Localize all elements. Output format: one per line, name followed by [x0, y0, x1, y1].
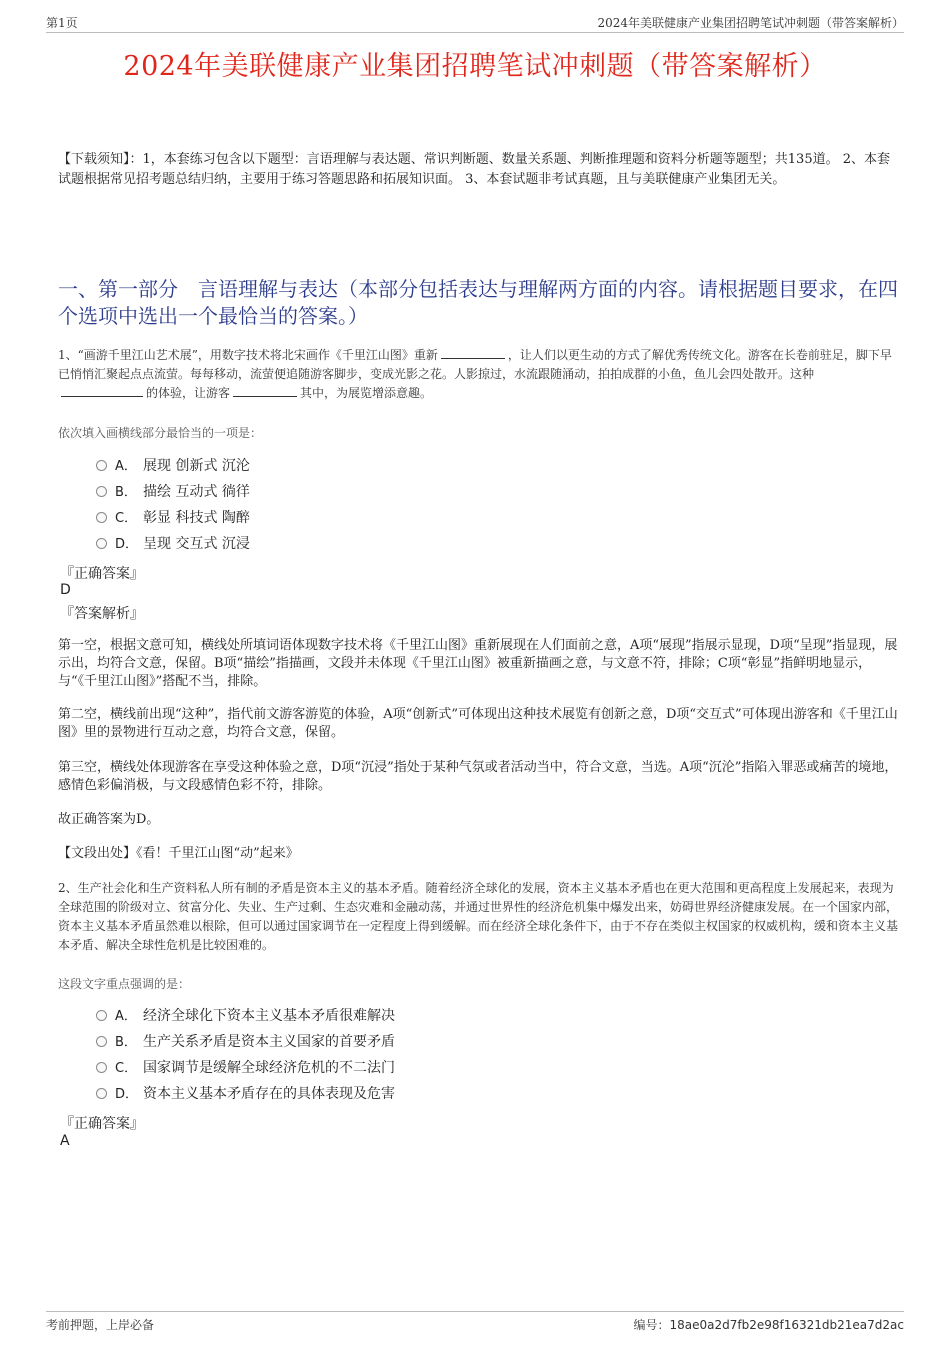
- analysis-conclusion: 故正确答案为D。: [58, 812, 160, 827]
- question-1-text: [58, 346, 898, 403]
- q1-text-part-a: 1、“画游千里江山艺术展”，用数字技术将北宋画作《千里江山图》重新: [58, 348, 438, 362]
- section-heading: 一、第一部分 言语理解与表达（本部分包括表达与理解两方面的内容。请根据题目要求，在四个选项中选出一个最恰当的答案。）: [58, 277, 898, 328]
- analysis-paragraph-1: 第一空，根据文意可知，横线处所填词语体现数字技术将《千里江山图》重新展现在人们面前之意，A项“展现”指展示显现，D项“呈现”指显现，展示出，均符合文意，保留。B项“描绘”指描画，文段并未体现《千里江山图》被重新描画之意，与文意不符，排除；C项“彰显”指鲜明地显示，与“《千里江山图》”搭配不当，排除。: [58, 638, 898, 689]
- radio-icon[interactable]: [96, 1062, 107, 1073]
- correct-answer: A: [60, 1133, 70, 1149]
- footer-code: 编号：18ae0a2d7fb2e98f16321db21ea7d2ac: [633, 1318, 904, 1332]
- radio-icon[interactable]: [96, 538, 107, 549]
- radio-icon[interactable]: [96, 460, 107, 471]
- blank-3: [233, 384, 297, 397]
- option-d[interactable]: D． 呈现 交互式 沉浸: [96, 531, 250, 557]
- question-2-prompt: 这段文字重点强调的是：: [58, 977, 191, 991]
- correct-answer-label: 『正确答案』: [60, 566, 144, 582]
- question-1-prompt: 依次填入画横线部分最恰当的一项是：: [58, 426, 263, 440]
- q1-text-part-d: 其中，为展览增添意趣。: [300, 386, 433, 400]
- q1-text-part-b: ，让人们以更生动的方式了解优秀传统文化。游客在长卷前驻足，脚下早已悄悄汇聚起点点流萤。每每移动，流萤便追随游客脚步，变成光影之花。人影掠过，水流跟随涌动，拍拍成群的小鱼，鱼儿会四处散开。这种: [58, 348, 892, 381]
- radio-icon[interactable]: [96, 1010, 107, 1021]
- analysis-label: 『答案解析』: [60, 606, 144, 622]
- option-d[interactable]: D． 资本主义基本矛盾存在的具体表现及危害: [96, 1081, 395, 1107]
- radio-icon[interactable]: [96, 486, 107, 497]
- radio-icon[interactable]: [96, 1036, 107, 1047]
- question-1-options: [96, 453, 250, 557]
- correct-answer: D: [60, 582, 71, 598]
- question-2-text: 2、生产社会化和生产资料私人所有制的矛盾是资本主义的基本矛盾。随着经济全球化的发展，资本主义基本矛盾也在更大范围和更高程度上发展起来，表现为全球范围的阶级对立、贫富分化、失业、生产过剩、生态灾难和金融动荡，并通过世界性的经济危机集中爆发出来，妨碍世界经济健康发展。在一个国家内部，资本主义基本矛盾虽然难以根除，但可以通过国家调节在一定程度上得到缓解。而在经济全球化条件下，由于不存在类似主权国家的权威机构，缓和资本主义基本矛盾、解决全球性危机是比较困难的。: [58, 881, 899, 952]
- option-b[interactable]: B． 描绘 互动式 徜徉: [96, 479, 250, 505]
- option-c[interactable]: C． 国家调节是缓解全球经济危机的不二法门: [96, 1055, 395, 1081]
- page-number: 第1页: [46, 16, 78, 30]
- correct-answer-label: 『正确答案』: [60, 1116, 144, 1132]
- document-title: 2024年美联健康产业集团招聘笔试冲刺题（带答案解析）: [123, 51, 827, 82]
- option-c[interactable]: C． 彰显 科技式 陶醉: [96, 505, 250, 531]
- option-a[interactable]: A． 经济全球化下资本主义基本矛盾很难解决: [96, 1003, 395, 1029]
- page-header: [46, 14, 904, 33]
- q1-text-part-c: 的体验，让游客: [146, 386, 231, 400]
- header-doc-title: 2024年美联健康产业集团招聘笔试冲刺题（带答案解析）: [597, 16, 904, 30]
- question-2-options: [96, 1003, 395, 1107]
- blank-2: [61, 384, 143, 397]
- footer-slogan: 考前押题，上岸必备: [46, 1318, 155, 1332]
- option-a[interactable]: A． 展现 创新式 沉沦: [96, 453, 250, 479]
- download-notice: 【下载须知】：1，本套练习包含以下题型：言语理解与表达题、常识判断题、数量关系题、判断推理题和资料分析题等题型；共135道。 2、本套试题根据常见招考题总结归纳，主要用于练习答题思路和拓展知识面。 3、本套试题非考试真题，且与美联健康产业集团无关。: [58, 152, 890, 187]
- page-footer: [46, 1311, 904, 1332]
- radio-icon[interactable]: [96, 512, 107, 523]
- blank-1: [441, 346, 505, 359]
- option-b[interactable]: B． 生产关系矛盾是资本主义国家的首要矛盾: [96, 1029, 395, 1055]
- radio-icon[interactable]: [96, 1088, 107, 1099]
- analysis-paragraph-3: 第三空，横线处体现游客在享受这种体验之意，D项“沉浸”指处于某种气氛或者活动当中，符合文意，当选。A项“沉沦”指陷入罪恶或痛苦的境地，感情色彩偏消极，与文段感情色彩不符，排除。: [58, 760, 898, 793]
- passage-source: 【文段出处】《看！千里江山图“动”起来》: [58, 846, 299, 861]
- analysis-paragraph-2: 第二空，横线前出现“这种”，指代前文游客游览的体验，A项“创新式”可体现出这种技术展览有创新之意，D项“交互式”可体现出游客和《千里江山图》里的景物进行互动之意，均符合文意，保留。: [58, 707, 898, 740]
